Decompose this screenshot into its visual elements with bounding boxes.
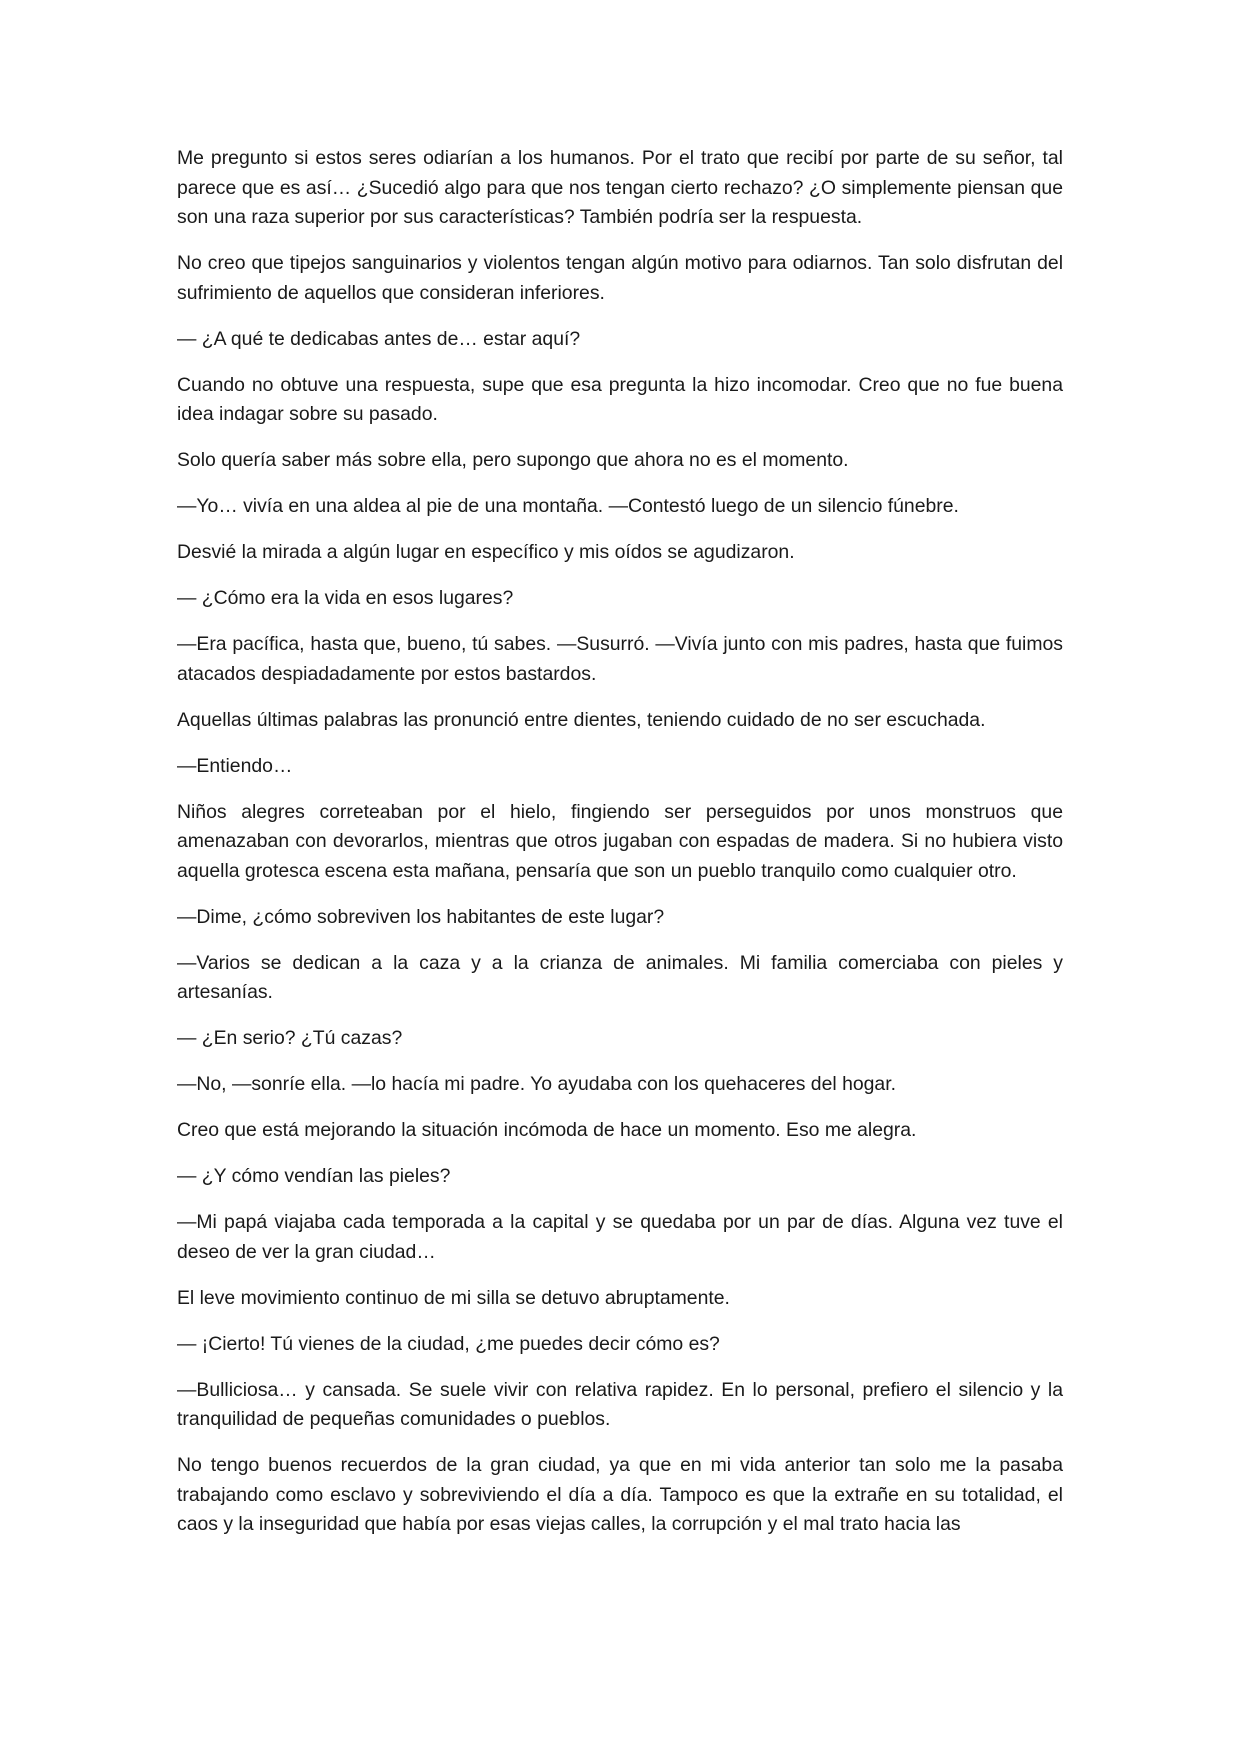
dialogue-line: —Mi papá viajaba cada temporada a la capital y se quedaba por un par de días. Alguna vez tuve el deseo de ver la gran ciudad… (177, 1211, 1063, 1263)
paragraph: No tengo buenos recuerdos de la gran ciudad, ya que en mi vida anterior tan solo me la pasaba trabajando como esclavo y sobreviviendo el día a día. Tampoco es que la extrañe en su totalidad, el caos y la inseguridad que había por esas viejas calles, la corrupción y el mal trato hacia las (177, 1454, 1063, 1535)
paragraph: Creo que está mejorando la situación incómoda de hace un momento. Eso me alegra. (177, 1119, 917, 1141)
dialogue-line: —Bulliciosa… y cansada. Se suele vivir con relativa rapidez. En lo personal, prefiero el silencio y la tranquilidad de pequeñas comunidades o pueblos. (177, 1378, 1063, 1430)
paragraph: Niños alegres correteaban por el hielo, fingiendo ser perseguidos por unos monstruos que amenazaban con devorarlos, mientras que otros jugaban con espadas de madera. Si no hubiera visto aquella grotesca escena esta mañana, pensaría que son un pueblo tranquilo como cualquier otro. (177, 800, 1063, 882)
paragraph: No creo que tipejos sanguinarios y violentos tengan algún motivo para odiarnos. Tan solo disfrutan del sufrimiento de aquellos que consideran inferiores. (177, 252, 1063, 304)
dialogue-line: —Yo… vivía en una aldea al pie de una montaña. —Contestó luego de un silencio fúnebre. (177, 495, 959, 517)
dialogue-line: —Era pacífica, hasta que, bueno, tú sabes. —Susurró. —Vivía junto con mis padres, hasta que fuimos atacados despiadadamente por estos bastardos. (177, 633, 1063, 685)
document-page (177, 144, 1063, 1556)
paragraph: El leve movimiento continuo de mi silla se detuvo abruptamente. (177, 1286, 730, 1309)
dialogue-line: —No, —sonríe ella. —lo hacía mi padre. Yo ayudaba con los quehaceres del hogar. (177, 1073, 896, 1095)
dialogue-line: —Entiendo… (177, 754, 293, 777)
dialogue-line: —Varios se dedican a la caza y a la crianza de animales. Mi familia comerciaba con pieles y artesanías. (177, 951, 1063, 1003)
paragraph: Aquellas últimas palabras las pronunció entre dientes, teniendo cuidado de no ser escuchada. (177, 708, 986, 731)
dialogue-line: — ¡Cierto! Tú vienes de la ciudad, ¿me puedes decir cómo es? (177, 1332, 720, 1355)
paragraph: Solo quería saber más sobre ella, pero supongo que ahora no es el momento. (177, 449, 849, 471)
paragraph: Me pregunto si estos seres odiarían a los humanos. Por el trato que recibí por parte de su señor, tal parece que es así… ¿Sucedió algo para que nos tengan cierto rechazo? ¿O simplemente piensan que son una raza superior por sus características? También podría ser la respuesta. (177, 147, 1063, 228)
dialogue-line: — ¿Cómo era la vida en esos lugares? (177, 587, 514, 609)
dialogue-line: — ¿A qué te dedicabas antes de… estar aquí? (177, 327, 581, 350)
paragraph: Cuando no obtuve una respuesta, supe que esa pregunta la hizo incomodar. Creo que no fue buena idea indagar sobre su pasado. (177, 373, 1063, 425)
dialogue-line: —Dime, ¿cómo sobreviven los habitantes de este lugar? (177, 905, 665, 928)
dialogue-line: — ¿En serio? ¿Tú cazas? (177, 1027, 403, 1049)
dialogue-line: — ¿Y cómo vendían las pieles? (177, 1165, 451, 1187)
paragraph: Desvié la mirada a algún lugar en específico y mis oídos se agudizaron. (177, 541, 795, 563)
